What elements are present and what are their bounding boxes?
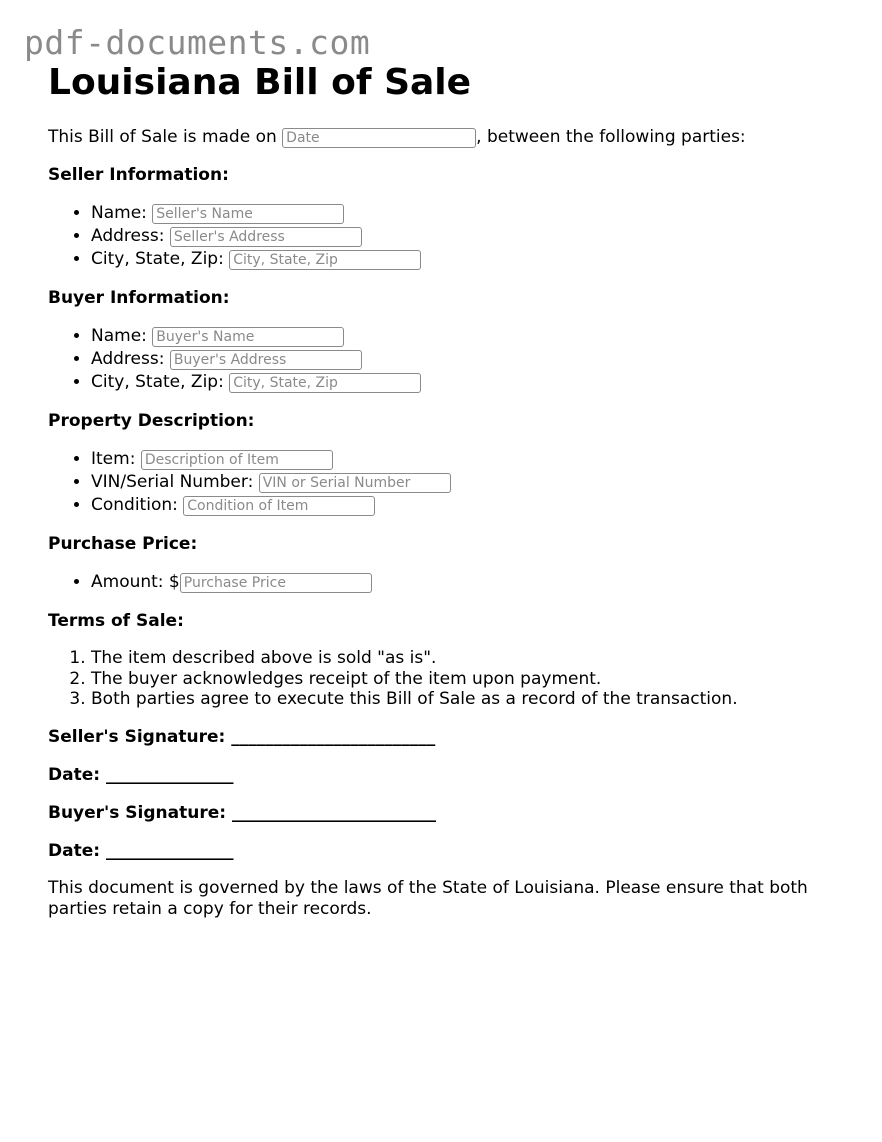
buyer-list [48, 325, 848, 394]
buyer-address-input[interactable] [170, 350, 362, 370]
price-list [48, 571, 848, 594]
property-vin-input[interactable] [259, 473, 451, 493]
buyer-name-item [91, 325, 848, 348]
seller-name-label: Name: [91, 203, 153, 223]
buyer-address-item [91, 348, 848, 371]
seller-city-label: City, State, Zip: [91, 249, 230, 269]
terms-list [48, 648, 848, 710]
seller-address-item [91, 225, 848, 248]
buyer-city-item [91, 371, 848, 394]
seller-heading: Seller Information: [48, 165, 229, 185]
seller-date-line: Date: _______________ [48, 764, 234, 785]
property-list [48, 448, 848, 517]
buyer-name-label: Name: [91, 326, 153, 346]
property-vin-label: VIN/Serial Number: [91, 472, 259, 492]
price-amount-label: Amount: $ [91, 572, 180, 592]
intro-text-before: This Bill of Sale is made on [48, 127, 283, 147]
property-item-item [91, 448, 848, 471]
seller-city-input[interactable] [229, 250, 421, 270]
property-heading: Property Description: [48, 411, 255, 431]
seller-name-item [91, 202, 848, 225]
seller-address-label: Address: [91, 226, 170, 246]
property-item-label: Item: [91, 449, 141, 469]
seller-city-item [91, 248, 848, 271]
buyer-signature-line: Buyer's Signature: ________________________ [48, 802, 436, 823]
terms-heading: Terms of Sale: [48, 611, 184, 631]
date-input[interactable] [282, 128, 476, 148]
page-title: Louisiana Bill of Sale [48, 62, 472, 103]
price-heading: Purchase Price: [48, 534, 198, 554]
seller-list [48, 202, 848, 271]
watermark: pdf-documents.com [24, 23, 371, 62]
property-condition-label: Condition: [91, 495, 184, 515]
buyer-address-label: Address: [91, 349, 170, 369]
seller-name-input[interactable] [152, 204, 344, 224]
property-vin-item [91, 471, 848, 494]
buyer-city-label: City, State, Zip: [91, 372, 230, 392]
document-body [48, 62, 848, 920]
price-amount-input[interactable] [180, 573, 372, 593]
seller-signature-line: Seller's Signature: ________________________ [48, 726, 436, 747]
property-item-input[interactable] [141, 450, 333, 470]
footer-text: This document is governed by the laws of the State of Louisiana. Please ensure that both parties retain a copy for their records. [48, 877, 808, 919]
property-condition-item [91, 494, 848, 517]
price-amount-item [91, 571, 848, 594]
terms-item: 3. Both parties agree to execute this Bill of Sale as a record of the transaction. [91, 689, 848, 710]
buyer-city-input[interactable] [229, 373, 421, 393]
buyer-name-input[interactable] [152, 327, 344, 347]
property-condition-input[interactable] [183, 496, 375, 516]
terms-item: 1. The item described above is sold "as is". [91, 648, 848, 669]
intro-paragraph [48, 126, 848, 148]
terms-item: 2. The buyer acknowledges receipt of the item upon payment. [91, 669, 848, 690]
seller-address-input[interactable] [170, 227, 362, 247]
buyer-date-line: Date: _______________ [48, 840, 234, 861]
intro-text-after: , between the following parties: [476, 127, 746, 147]
buyer-heading: Buyer Information: [48, 288, 230, 308]
